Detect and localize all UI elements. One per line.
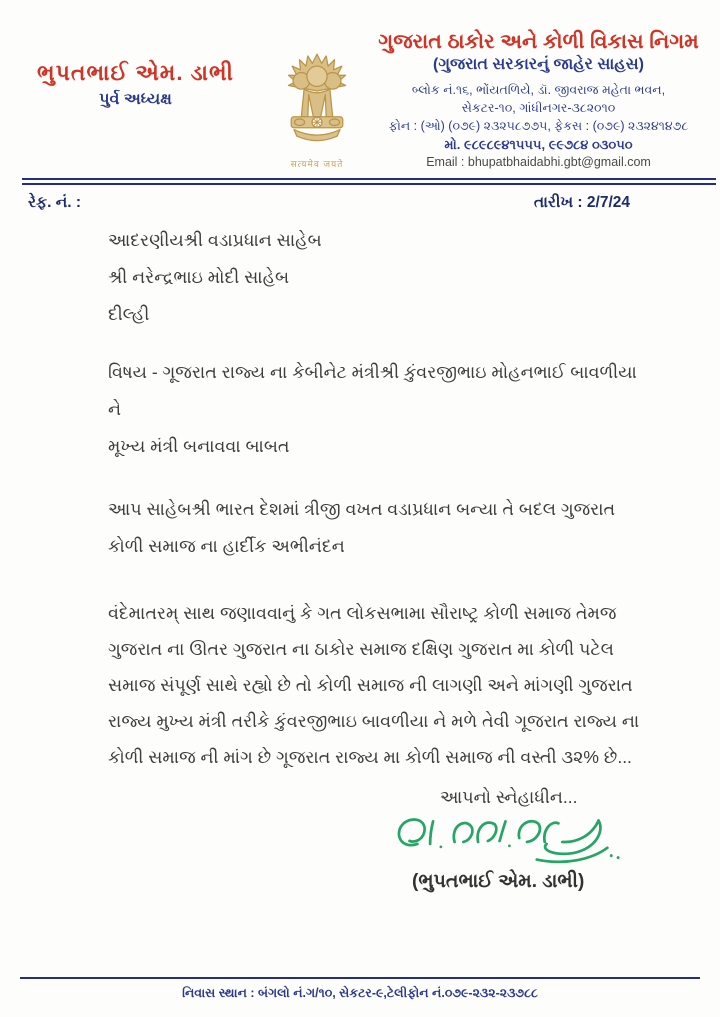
footer-separator xyxy=(20,977,700,979)
header-separator xyxy=(22,178,716,185)
recipient-line: દીલ્હી xyxy=(108,304,150,324)
ashoka-lion-capital-icon xyxy=(271,141,363,158)
footer xyxy=(0,977,720,1001)
paragraph-congratulations xyxy=(108,491,648,565)
address-line-2: સેકટર-૧૦, ગાંધીનગર-૩૮૨૦૧૦ xyxy=(461,101,616,115)
emblem-motto: सत्यमेव जयते xyxy=(290,159,344,169)
organization-block xyxy=(371,30,712,170)
emblem-block xyxy=(263,50,371,170)
ref-date-row xyxy=(0,185,720,212)
recipient-block xyxy=(108,222,648,333)
subject-block xyxy=(108,354,648,465)
organization-address xyxy=(371,82,706,153)
footer-residence-line: નિવાસ સ્થાન : બંગલો નં.ગ/૧૦, સેકટર-૯,ટેલીફોન નં.૦૭૯-૨૩૨-૨૩૭૮૮ xyxy=(182,986,538,1000)
paragraph-line: આપ સાહેબશ્રી ભારત દેશમાં ત્રીજી વખત વડાપ્રધાન બન્યા તે બદલ ગુજરાત xyxy=(108,499,616,519)
phone-line: ફોન : (ઓ) (૦૭૯) ૨૩૨૫૮૭૭૫, ફેકસ : (૦૭૯) ૨૩૨૪૧૪૭૮ xyxy=(388,119,689,133)
subject-line: વિષય - ગૂજરાત રાજ્ય ના કેબીનેટ મંત્રીશ્રી કુંવરજીભાઇ મોહનભાઈ બાવળીયા ને xyxy=(108,362,637,419)
recipient-line: આદરણીયશ્રી વડાપ્રધાન સાહેબ xyxy=(108,230,322,250)
letter-body xyxy=(0,222,720,775)
ref-number-label: રેફ. નં. : xyxy=(28,194,82,211)
letter-date: તારીખ : 2/7/24 xyxy=(533,194,630,211)
signatory-name: (ભુપતભાઈ એમ. ડાભી) xyxy=(412,871,585,892)
sender-block xyxy=(8,60,263,170)
paragraph-line: રાજ્ય મુખ્ય મંત્રી તરીકે કુંવરજીભાઇ બાવળીયા ને મળે તેવી ગૂજરાત રાજ્ય ના xyxy=(108,711,640,731)
mobile-line: મો. ૯૮૯૮૯૪૧૫૫૫, ૯૯૭૮૪ ૦૩૦૫૦ xyxy=(444,137,633,152)
address-line-1: બ્લોક નં.૧૬, ભોંયતળિયે, ડૉ. જીવરાજ મહેતા ભવન, xyxy=(411,83,666,97)
subject-line: મૂખ્ય મંત્રી બનાવવા બાબત xyxy=(108,436,290,456)
paragraph-line: કોળી સમાજ ની માંગ છે ગૂજરાત રાજ્ય મા કોળી સમાજ ની વસ્તી ૩૨% છે... xyxy=(108,747,632,767)
closing-salutation: આપનો સ્નેહાધીન... xyxy=(440,787,578,807)
sender-designation: પુર્વ અધ્યક્ષ xyxy=(99,91,172,108)
paragraph-line: ગુજરાત ના ઊતર ગુજરાત ના ઠાકોર સમાજ દક્ષિણ ગુજરાત મા કોળી પટેલ xyxy=(108,639,614,659)
email-line: Email : bhupatbhaidabhi.gbt@gmail.com xyxy=(426,155,651,169)
paragraph-request xyxy=(108,595,648,775)
sender-name: ભુપતભાઈ એમ. ડાભી xyxy=(37,60,234,85)
paragraph-line: વંદેમાતરમ્ સાથ જણાવવાનું કે ગત લોકસભામા સૌરાષ્ટ્ર કોળી સમાજ તેમજ xyxy=(108,603,617,623)
organization-name: ગુજરાત ઠાકોર અને કોળી વિકાસ નિગમ xyxy=(378,30,699,53)
handwritten-signature xyxy=(388,808,720,875)
organization-subtitle: (ગુજરાત સરકારનું જાહેર સાહસ) xyxy=(433,56,644,73)
letterhead xyxy=(0,0,720,170)
paragraph-line: કોળી સમાજ ના હાર્દીક અભીનંદન xyxy=(108,536,345,556)
paragraph-line: સમાજ સંપૂર્ણ સાથે રહ્યો છે તો કોળી સમાજ ની લાગણી અને માંગણી ગુજરાત xyxy=(108,675,633,695)
recipient-line: શ્રી નરેન્દ્રભાઇ મોદી સાહેબ xyxy=(108,267,290,287)
